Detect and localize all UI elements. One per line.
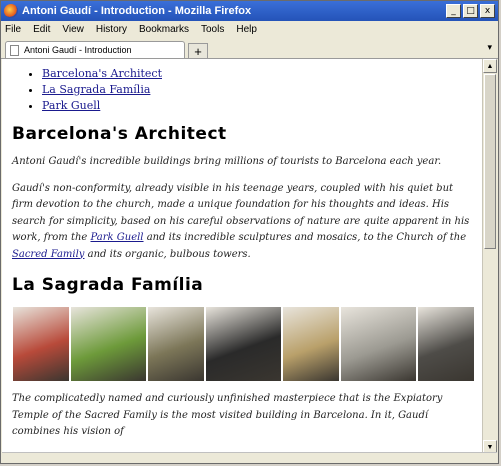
tab-label: Antoni Gaudí - Introduction [24,45,132,55]
status-bar [2,452,497,462]
tab-list-dropdown-icon[interactable]: ▾ [487,42,492,52]
menu-file[interactable]: File [5,24,22,35]
scroll-down-arrow-icon[interactable]: ▼ [483,440,497,454]
scroll-up-arrow-icon[interactable]: ▲ [483,59,497,73]
tab-bar [1,38,498,59]
section-nav [2,67,483,112]
nav-link-park-guell[interactable]: Park Guell [42,99,101,112]
twisted-column-photo [148,307,204,381]
menu-tools[interactable]: Tools [201,24,225,35]
menu-view[interactable]: View [62,24,84,35]
church-towers-photo [418,307,474,381]
dark-statue-photo [206,307,281,381]
nav-link-sagrada-familia[interactable]: La Sagrada Família [42,83,151,96]
nav-item [42,83,483,96]
menu-bookmarks[interactable]: Bookmarks [138,24,189,35]
menu-bar [1,21,498,38]
mosaic-sculpture-photo [13,307,69,381]
window-title: Antoni Gaudí - Introduction - Mozilla Firefox [22,5,252,17]
stone-lizard-photo [341,307,416,381]
menu-edit[interactable]: Edit [33,24,51,35]
photo-strip [13,307,483,381]
green-mosaic-photo [71,307,146,381]
firefox-icon [4,4,18,18]
menu-help[interactable]: Help [236,24,257,35]
new-tab-button[interactable]: + [188,43,208,58]
paragraph-text: Gaudí's non-conformity, already visible in his teenage years, coupled with his quiet but firm devotion to the church, made a unique foundation for his thoughts and ideas. His search for simplicity, based on his careful observations of nature are quite apparent in his work, from the [12,182,470,243]
page-icon [10,45,19,56]
heading-sagrada-familia: La Sagrada Família [12,275,204,295]
title-bar[interactable] [1,1,498,21]
close-button[interactable]: x [480,4,495,18]
fruit-pinnacle-photo [283,307,339,381]
vertical-scrollbar[interactable] [482,59,497,454]
paragraph-text: and its organic, bulbous towers. [84,248,251,260]
link-park-guell[interactable]: Park Guell [90,232,144,243]
maximize-button[interactable]: □ [463,4,478,18]
nav-link-barcelonas-architect[interactable]: Barcelona's Architect [42,67,162,80]
nav-item [42,67,483,80]
scroll-thumb[interactable] [484,74,496,249]
page-content [2,59,483,454]
menu-history[interactable]: History [95,24,127,35]
heading-barcelonas-architect: Barcelona's Architect [12,124,227,144]
nav-item [42,99,483,112]
link-sacred-family[interactable]: Sacred Family [12,248,85,260]
intro-paragraph: Antoni Gaudí's incredible buildings bring millions of tourists to Barcelona each year. [12,156,442,167]
paragraph-text: and its incredible sculptures and mosaics, to the Church of the [143,232,467,243]
tab-gaudi-introduction[interactable] [5,41,185,58]
nonconformity-paragraph [12,181,473,264]
minimize-button[interactable]: _ [446,4,461,18]
sagrada-paragraph: The complicatedly named and curiously unfinished masterpiece that is the Expiatory Temple of the Sacred Family is the most visited building in Barcelona. In it, Gaudí combines his vision of [12,393,443,437]
